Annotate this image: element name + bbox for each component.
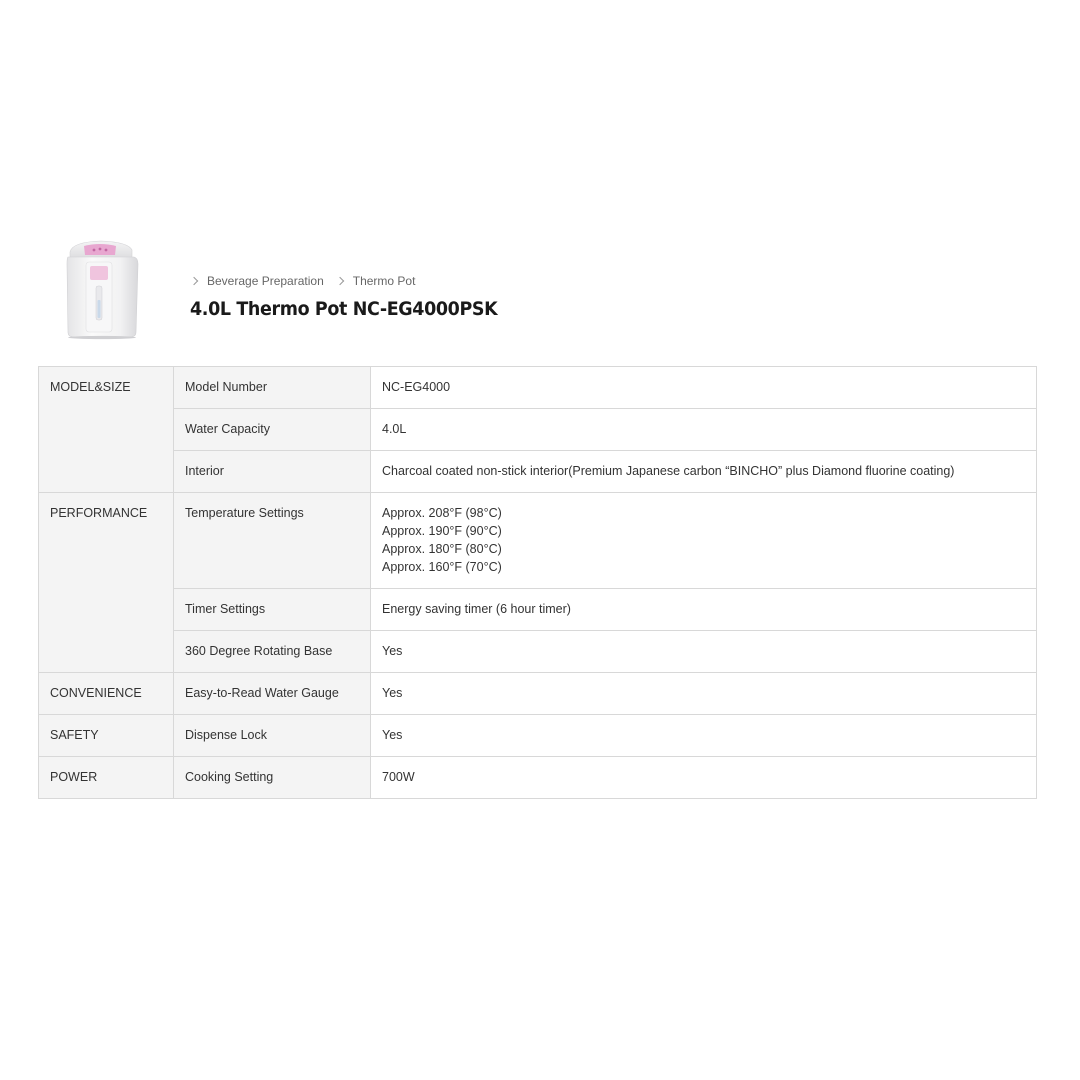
thermo-pot-product-image <box>60 238 142 340</box>
spec-value-model-number: NC-EG4000 <box>371 367 1037 409</box>
breadcrumb <box>190 272 524 290</box>
spec-label-model-number: Model Number <box>174 367 371 409</box>
chevron-right-icon <box>190 277 198 285</box>
table-row <box>39 631 1037 673</box>
table-row <box>39 673 1037 715</box>
spec-category-power: POWER <box>39 757 174 799</box>
spec-table <box>38 366 1037 799</box>
table-row <box>39 409 1037 451</box>
spec-label-temperature-settings: Temperature Settings <box>174 493 371 589</box>
spec-category-safety: SAFETY <box>39 715 174 757</box>
spec-value-interior: Charcoal coated non-stick interior(Premium Japanese carbon “BINCHO” plus Diamond fluorine coating) <box>371 451 1037 493</box>
spec-category-convenience: CONVENIENCE <box>39 673 174 715</box>
spec-label-timer-settings: Timer Settings <box>174 589 371 631</box>
table-row <box>39 757 1037 799</box>
spec-value-water-gauge: Yes <box>371 673 1037 715</box>
spec-category-model-size: MODEL&SIZE <box>39 367 174 493</box>
spec-value-cooking-setting: 700W <box>371 757 1037 799</box>
product-header <box>190 272 524 320</box>
chevron-right-icon <box>336 277 344 285</box>
table-row <box>39 493 1037 589</box>
table-row <box>39 715 1037 757</box>
spec-value-temperature-settings <box>371 493 1037 589</box>
breadcrumb-label: Beverage Preparation <box>207 274 324 288</box>
spec-value-dispense-lock: Yes <box>371 715 1037 757</box>
spec-label-water-capacity: Water Capacity <box>174 409 371 451</box>
spec-label-interior: Interior <box>174 451 371 493</box>
spec-label-water-gauge: Easy-to-Read Water Gauge <box>174 673 371 715</box>
spec-value-timer-settings: Energy saving timer (6 hour timer) <box>371 589 1037 631</box>
table-row <box>39 367 1037 409</box>
spec-category-performance: PERFORMANCE <box>39 493 174 673</box>
spec-label-dispense-lock: Dispense Lock <box>174 715 371 757</box>
table-row <box>39 451 1037 493</box>
breadcrumb-item-thermo-pot[interactable] <box>336 274 416 288</box>
table-row <box>39 589 1037 631</box>
temperature-setting-90: Approx. 190°F (90°C) <box>382 524 502 538</box>
breadcrumb-label: Thermo Pot <box>352 274 416 288</box>
spec-label-rotating-base: 360 Degree Rotating Base <box>174 631 371 673</box>
temperature-setting-98: Approx. 208°F (98°C) <box>382 506 502 520</box>
spec-value-water-capacity: 4.0L <box>371 409 1037 451</box>
temperature-setting-80: Approx. 180°F (80°C) <box>382 542 502 556</box>
spec-label-cooking-setting: Cooking Setting <box>174 757 371 799</box>
spec-value-rotating-base: Yes <box>371 631 1037 673</box>
page-title: 4.0L Thermo Pot NC-EG4000PSK <box>190 298 498 320</box>
temperature-setting-70: Approx. 160°F (70°C) <box>382 560 502 574</box>
breadcrumb-item-beverage-preparation[interactable] <box>190 274 324 288</box>
